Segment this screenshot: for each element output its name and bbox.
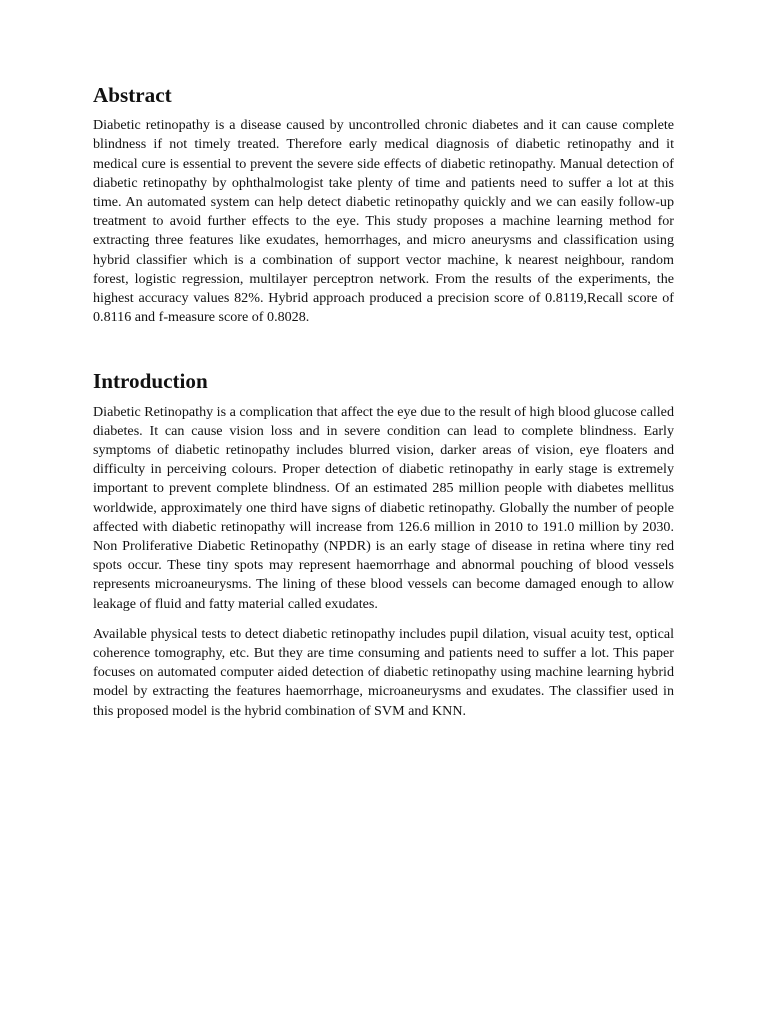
document-page: [93, 83, 674, 721]
abstract-heading: Abstract: [93, 83, 172, 107]
introduction-paragraph-1: Diabetic Retinopathy is a complication that affect the eye due to the result of high blood glucose called diabetes. It can cause vision loss and in severe condition can lead to complete blindness. Early symptoms of diabetic retinopathy includes blurred vision, darker areas of vision, eye floaters and difficulty in perceiving colours. Proper detection of diabetic retinopathy in early stage is extremely important to prevent complete blindness. Of an estimated 285 million people with diabetes mellitus worldwide, approximately one third have signs of diabetic retinopathy. Globally the number of people affected with diabetic retinopathy will increase from 126.6 million in 2010 to 191.0 million by 2030. Non Proliferative Diabetic Retinopathy (NPDR) is an early stage of disease in retina where tiny red spots occur. These tiny spots may represent haemorrhage and abnormal pouching of blood vessels represents microaneurysms. The lining of these blood vessels can become damaged enough to allow leakage of fluid and fatty material called exudates.: [93, 403, 674, 612]
introduction-section: [93, 369, 674, 720]
introduction-heading: Introduction: [93, 369, 208, 394]
introduction-paragraph-2: Available physical tests to detect diabetic retinopathy includes pupil dilation, visual acuity test, optical coherence tomography, etc. But they are time consuming and patients need to suffer a lot. This paper focuses on automated computer aided detection of diabetic retinopathy using machine learning hybrid model by extracting the features haemorrhage, microaneurysms and exudates. The classifier used in this proposed model is the hybrid combination of SVM and KNN.: [93, 625, 674, 719]
abstract-section: [93, 83, 674, 327]
abstract-paragraph: Diabetic retinopathy is a disease caused by uncontrolled chronic diabetes and it can cause complete blindness if not timely treated. Therefore early medical diagnosis of diabetic retinopathy and it medical cure is essential to prevent the severe side effects of diabetic retinopathy. Manual detection of diabetic retinopathy by ophthalmologist take plenty of time and patients need to suffer a lot at this time. An automated system can help detect diabetic retinopathy quickly and we can easily follow-up treatment to avoid further effects to the eye. This study proposes a machine learning method for extracting three features like exudates, hemorrhages, and micro aneurysms and classification using hybrid classifier which is a combination of support vector machine, k nearest neighbour, random forest, logistic regression, multilayer perceptron network. From the results of the experiments, the highest accuracy values 82%. Hybrid approach produced a precision score of 0.8119,Recall score of 0.8116 and f-measure score of 0.8028.: [93, 117, 674, 326]
